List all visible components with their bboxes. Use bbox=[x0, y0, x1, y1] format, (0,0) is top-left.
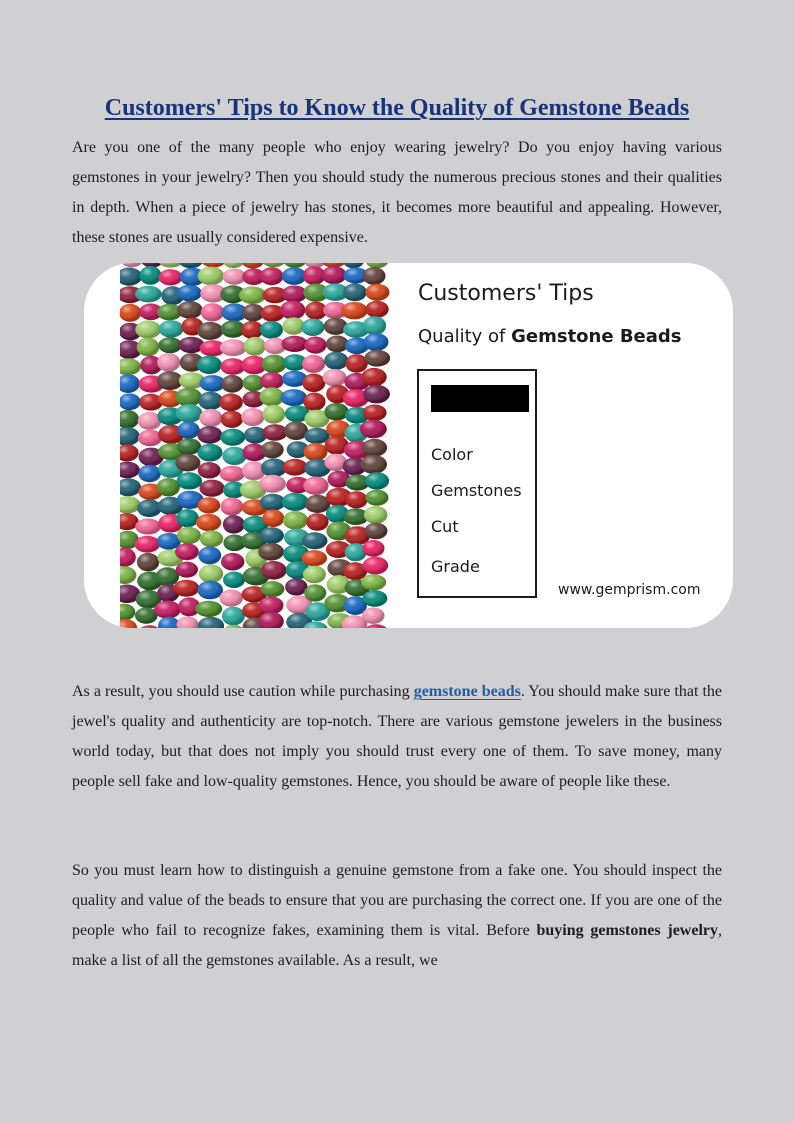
bead-icon bbox=[156, 567, 180, 586]
bead-icon bbox=[120, 548, 136, 567]
bead-icon bbox=[157, 353, 180, 372]
bead-icon bbox=[200, 530, 223, 547]
bead-icon bbox=[222, 625, 245, 628]
bead-icon bbox=[220, 339, 247, 356]
bead-icon bbox=[177, 472, 203, 489]
bead-icon bbox=[120, 462, 140, 479]
bead-icon bbox=[120, 566, 136, 584]
bead-icon bbox=[282, 286, 308, 303]
infographic-card bbox=[84, 263, 733, 628]
bead-icon bbox=[197, 322, 223, 340]
bead-icon bbox=[326, 336, 349, 353]
bead-icon bbox=[363, 267, 386, 285]
bead-icon bbox=[304, 443, 328, 461]
bead-icon bbox=[175, 543, 199, 560]
bead-icon bbox=[261, 561, 287, 580]
bead-icon bbox=[301, 319, 324, 336]
factor-grade: Grade bbox=[431, 557, 480, 576]
bead-icon bbox=[363, 316, 386, 335]
bead-icon bbox=[364, 506, 388, 524]
bead-icon bbox=[283, 511, 308, 530]
bead-icon bbox=[323, 369, 347, 386]
bead-icon bbox=[135, 286, 162, 303]
bead-icon bbox=[138, 625, 161, 628]
bead-icon bbox=[137, 500, 162, 518]
bead-icon bbox=[196, 514, 221, 531]
caution-text-after: . You should make sure that the jewel's quality and authenticity are top-notch. There are various gemstone jewelers in the business world today, but that does not imply you should trust every one of them. To save money, many people sell fake and low-quality gemstones. Hence, you should be aware of people like these. bbox=[72, 683, 722, 790]
bead-icon bbox=[343, 283, 367, 301]
infographic-subtitle-bold: Gemstone Beads bbox=[511, 326, 682, 347]
bead-icon bbox=[120, 444, 139, 461]
factor-color: Color bbox=[431, 445, 473, 464]
bead-icon bbox=[304, 337, 326, 354]
bead-icon bbox=[222, 607, 245, 626]
bead-icon bbox=[201, 303, 224, 321]
bead-icon bbox=[220, 429, 245, 446]
bead-icon bbox=[220, 590, 243, 607]
distinguish-text-before: So you must learn how to distinguish a genuine gemstone from a fake one. You should inspect the quality and value of the beads to ensure that you are purchasing the correct one. If you are one of the people who fail to recognize fakes, examining them is vital. Before bbox=[72, 862, 722, 939]
bead-icon bbox=[346, 491, 368, 508]
infographic-title: Customers' Tips bbox=[418, 281, 594, 306]
bead-icon bbox=[303, 477, 328, 495]
bead-icon bbox=[176, 404, 203, 423]
bead-icon bbox=[262, 424, 287, 440]
bead-icon bbox=[283, 459, 308, 476]
bead-icon bbox=[306, 513, 328, 531]
bead-icon bbox=[260, 321, 283, 339]
bead-icon bbox=[198, 547, 221, 565]
bead-icon bbox=[157, 478, 180, 496]
bead-icon bbox=[302, 532, 328, 549]
bead-icon bbox=[135, 320, 161, 338]
bead-icon bbox=[362, 540, 384, 557]
bead-icon bbox=[261, 441, 284, 458]
bead-icon bbox=[260, 494, 286, 511]
bead-icon bbox=[282, 336, 308, 352]
bead-icon bbox=[197, 497, 220, 513]
bead-icon bbox=[199, 409, 222, 427]
bead-icon bbox=[345, 354, 367, 373]
bead-icon bbox=[282, 493, 309, 511]
buying-gemstones-jewelry-bold: buying gemstones jewelry bbox=[536, 922, 719, 939]
bead-icon bbox=[197, 356, 222, 374]
bead-icon bbox=[120, 604, 135, 621]
bead-icon bbox=[120, 263, 143, 267]
gemstone-beads-image bbox=[120, 263, 390, 628]
bead-icon bbox=[176, 509, 198, 527]
bead-icon bbox=[239, 286, 266, 304]
bead-icon bbox=[175, 454, 200, 471]
bead-icon bbox=[364, 333, 389, 351]
bead-icon bbox=[120, 496, 141, 513]
bead-icon bbox=[262, 510, 284, 528]
caution-paragraph bbox=[72, 677, 722, 797]
bead-icon bbox=[262, 355, 287, 374]
bead-icon bbox=[176, 617, 198, 629]
bead-icon bbox=[324, 352, 348, 370]
bead-icon bbox=[221, 411, 243, 428]
bead-icon bbox=[177, 301, 202, 319]
bead-icon bbox=[322, 266, 347, 284]
bead-icon bbox=[139, 266, 161, 285]
factor-gemstones: Gemstones bbox=[431, 481, 522, 500]
bead-icon bbox=[223, 515, 245, 533]
bead-icon bbox=[199, 564, 223, 583]
bead-icon bbox=[365, 490, 388, 506]
bead-icon bbox=[178, 421, 200, 438]
bead-icon bbox=[223, 572, 245, 588]
bead-icon bbox=[365, 523, 388, 540]
bead-icon bbox=[159, 320, 184, 337]
bead-icon bbox=[198, 392, 223, 410]
bead-icon bbox=[241, 408, 264, 426]
bead-icon bbox=[159, 269, 183, 285]
bead-icon bbox=[360, 420, 387, 439]
bead-icon bbox=[303, 393, 325, 411]
bead-icon bbox=[365, 284, 389, 301]
bead-icon bbox=[302, 355, 325, 373]
intro-paragraph: Are you one of the many people who enjoy wearing jewelry? Do you enjoy having various gemstones in your jewelry? Then you should study the numerous precious stones and their qualities in depth. When a piece of jewelry has stones, it becomes more beautiful and appealing. However, these stones are usually considered expensive. bbox=[72, 139, 722, 246]
bead-icon bbox=[135, 536, 161, 553]
bead-icon bbox=[364, 350, 390, 367]
bead-icon bbox=[120, 268, 142, 286]
bead-icon bbox=[362, 608, 385, 624]
bead-icon bbox=[303, 566, 326, 584]
bead-icon bbox=[154, 601, 181, 619]
bead-icon bbox=[178, 263, 204, 268]
bead-icon bbox=[283, 263, 308, 268]
bead-icon bbox=[244, 337, 266, 356]
bead-icon bbox=[174, 580, 200, 597]
bead-icon bbox=[304, 584, 326, 601]
bead-icon bbox=[176, 562, 198, 578]
distinguish-text-after: , make a list of all the gemstones available. As a result, we bbox=[72, 922, 723, 969]
bead-icon bbox=[120, 374, 140, 393]
bead-icon bbox=[362, 590, 387, 607]
bead-icon bbox=[261, 581, 285, 597]
bead-icon bbox=[365, 301, 388, 318]
bead-icon bbox=[263, 405, 286, 424]
bead-icon bbox=[241, 263, 265, 269]
infographic-subtitle bbox=[418, 326, 682, 347]
bead-icon bbox=[365, 472, 389, 489]
bead-icon bbox=[120, 427, 140, 446]
bead-icon bbox=[198, 444, 223, 462]
bead-icon bbox=[280, 389, 307, 406]
bead-icon bbox=[260, 267, 283, 285]
bead-icon bbox=[197, 581, 223, 600]
bead-icon bbox=[261, 263, 286, 267]
bead-icon bbox=[137, 553, 159, 571]
bead-icon bbox=[198, 617, 224, 628]
bead-icon bbox=[222, 263, 245, 268]
page-title bbox=[0, 95, 794, 122]
infographic-subtitle-prefix: Quality of bbox=[418, 326, 512, 347]
bead-icon bbox=[198, 267, 224, 286]
bead-icon bbox=[302, 374, 325, 393]
caution-text-before: As a result, you should use caution while purchasing bbox=[72, 683, 414, 700]
bead-icon bbox=[260, 527, 284, 544]
bead-icon bbox=[282, 267, 307, 285]
redacted-bar bbox=[431, 385, 529, 412]
bead-icon bbox=[120, 358, 141, 375]
bead-icon bbox=[361, 368, 387, 386]
bead-icon bbox=[259, 596, 284, 614]
bead-icon bbox=[175, 388, 202, 407]
bead-icon bbox=[258, 543, 284, 561]
bead-icon bbox=[220, 466, 245, 482]
quality-factors-box bbox=[417, 369, 537, 598]
bead-icon bbox=[177, 285, 202, 302]
bead-icon bbox=[197, 426, 222, 444]
bead-icon bbox=[198, 462, 221, 478]
bead-icon bbox=[120, 410, 139, 429]
bead-icon bbox=[342, 263, 365, 268]
bead-icon bbox=[177, 438, 201, 455]
bead-icon bbox=[363, 385, 390, 404]
bead-icon bbox=[120, 478, 141, 496]
bead-icon bbox=[120, 304, 141, 322]
distinguish-paragraph bbox=[72, 856, 722, 976]
bead-icon bbox=[195, 601, 222, 617]
bead-icon bbox=[363, 405, 387, 421]
bead-icon bbox=[361, 574, 386, 590]
bead-icon bbox=[259, 475, 286, 493]
bead-icon bbox=[260, 372, 284, 389]
bead-icon bbox=[362, 439, 387, 457]
bead-icon bbox=[280, 301, 305, 320]
bead-icon bbox=[120, 393, 141, 410]
bead-icon bbox=[137, 338, 160, 357]
factor-cut: Cut bbox=[431, 517, 459, 536]
bead-icon bbox=[360, 455, 387, 474]
bead-icon bbox=[220, 498, 243, 516]
bead-icon bbox=[302, 550, 327, 566]
bead-icon bbox=[135, 519, 161, 535]
gemstone-beads-link[interactable]: gemstone beads bbox=[413, 683, 521, 700]
bead-icon bbox=[221, 375, 243, 393]
website-url: www.gemprism.com bbox=[558, 582, 701, 598]
bead-icon bbox=[222, 447, 246, 465]
bead-icon bbox=[138, 465, 161, 482]
page-title-text: Customers' Tips to Know the Quality of Gemstone Beads bbox=[104, 95, 690, 121]
bead-icon bbox=[324, 403, 348, 421]
bead-icon bbox=[283, 317, 305, 334]
bead-icon bbox=[221, 553, 244, 571]
bead-icon bbox=[341, 302, 368, 319]
bead-icon bbox=[177, 527, 201, 544]
bead-icon bbox=[363, 557, 389, 575]
bead-icon bbox=[199, 480, 224, 497]
bead-icon bbox=[120, 619, 137, 628]
bead-icon bbox=[219, 393, 243, 411]
